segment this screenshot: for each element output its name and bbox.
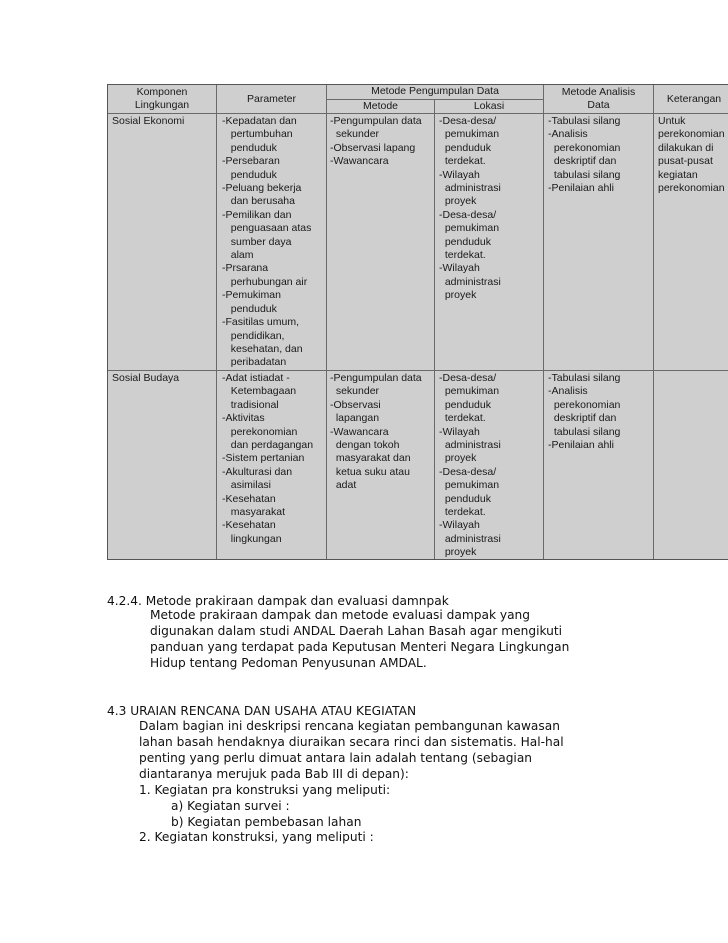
row2-metode: -Pengumpulan data sekunder -Observasi lapangan -Wawancara dengan tokoh masyarakat dan ketua suku atau adat <box>330 372 422 492</box>
header-keterangan: Keterangan <box>666 93 722 105</box>
table-divider <box>108 370 728 371</box>
row1-analisis: -Tabulasi silang -Analisis perekonomian deskriptif dan tabulasi silang -Penilaian ahli <box>548 115 621 195</box>
header-metode-analisis: Metode Analisis Data <box>561 86 636 112</box>
row2-komponen: Sosial Budaya <box>112 372 180 384</box>
list-item-1b: b) Kegiatan pembebasan lahan <box>171 815 362 829</box>
header-parameter: Parameter <box>246 93 297 105</box>
list-item-2: 2. Kegiatan konstruksi, yang meliputi : <box>139 830 374 844</box>
row1-lokasi: -Desa-desa/ pemukiman penduduk terdekat. -Wilayah administrasi proyek -Desa-desa/ pemukiman penduduk terdekat. -Wilayah administrasi proyek <box>439 115 501 302</box>
row1-komponen: Sosial Ekonomi <box>112 115 185 127</box>
row2-lokasi: -Desa-desa/ pemukiman penduduk terdekat. -Wilayah administrasi proyek -Desa-desa/ pemukiman penduduk terdekat. -Wilayah administrasi proyek <box>439 372 501 559</box>
table-divider <box>434 99 435 559</box>
table-divider <box>543 85 544 559</box>
table-divider <box>326 85 327 559</box>
section-424-paragraph: Metode prakiraan dampak dan metode evaluasi dampak yang digunakan dalam studi ANDAL Daerah Lahan Basah agar mengikuti panduan yang terdapat pada Keputusan Menteri Negara Lingkungan Hidup tentang Pedoman Penyusunan AMDAL. <box>150 608 570 670</box>
row2-parameter: -Adat istiadat - Ketembagaan tradisional -Aktivitas perekonomian dan perdagangan -Sistem pertanian -Akulturasi dan asimilasi -Kesehatan masyarakat -Kesehatan lingkungan <box>222 372 314 545</box>
section-43-heading: 4.3 URAIAN RENCANA DAN USAHA ATAU KEGIATAN <box>107 704 417 718</box>
header-metode-pengumpulan: Metode Pengumpulan Data <box>371 85 499 97</box>
row1-metode: -Pengumpulan data sekunder -Observasi lapang -Wawancara <box>330 115 422 168</box>
list-item-1: 1. Kegiatan pra konstruksi yang meliputi: <box>139 783 391 797</box>
table-divider <box>216 85 217 559</box>
header-komponen: Komponen Lingkungan <box>134 86 190 112</box>
data-collection-table <box>107 84 728 560</box>
row1-keterangan: Untuk perekonomian dilakukan di pusat-pusat kegiatan perekonomian <box>658 115 725 195</box>
table-divider <box>653 85 654 559</box>
row2-analisis: -Tabulasi silang -Analisis perekonomian deskriptif dan tabulasi silang -Penilaian ahli <box>548 372 621 452</box>
header-metode: Metode <box>362 100 399 112</box>
section-43-paragraph: Dalam bagian ini deskripsi rencana kegiatan pembangunan kawasan lahan basah hendaknya diuraikan secara rinci dan sistematis. Hal-hal penting yang perlu dimuat antara lain adalah tentang (sebagian diantaranya merujuk pada Bab III di depan): <box>139 719 564 781</box>
header-lokasi: Lokasi <box>473 100 505 112</box>
row1-parameter: -Kepadatan dan pertumbuhan penduduk -Persebaran penduduk -Peluang bekerja dan berusaha -Pemilikan dan penguasaan atas sumber daya alam -Prsarana perhubungan air -Pemukiman penduduk -Fasitilas umum, pendidikan, kesehatan, dan peribadatan <box>222 115 312 369</box>
section-424-heading: 4.2.4. Metode prakiraan dampak dan evaluasi damnpak <box>107 594 449 608</box>
list-item-1a: a) Kegiatan survei : <box>171 799 290 813</box>
